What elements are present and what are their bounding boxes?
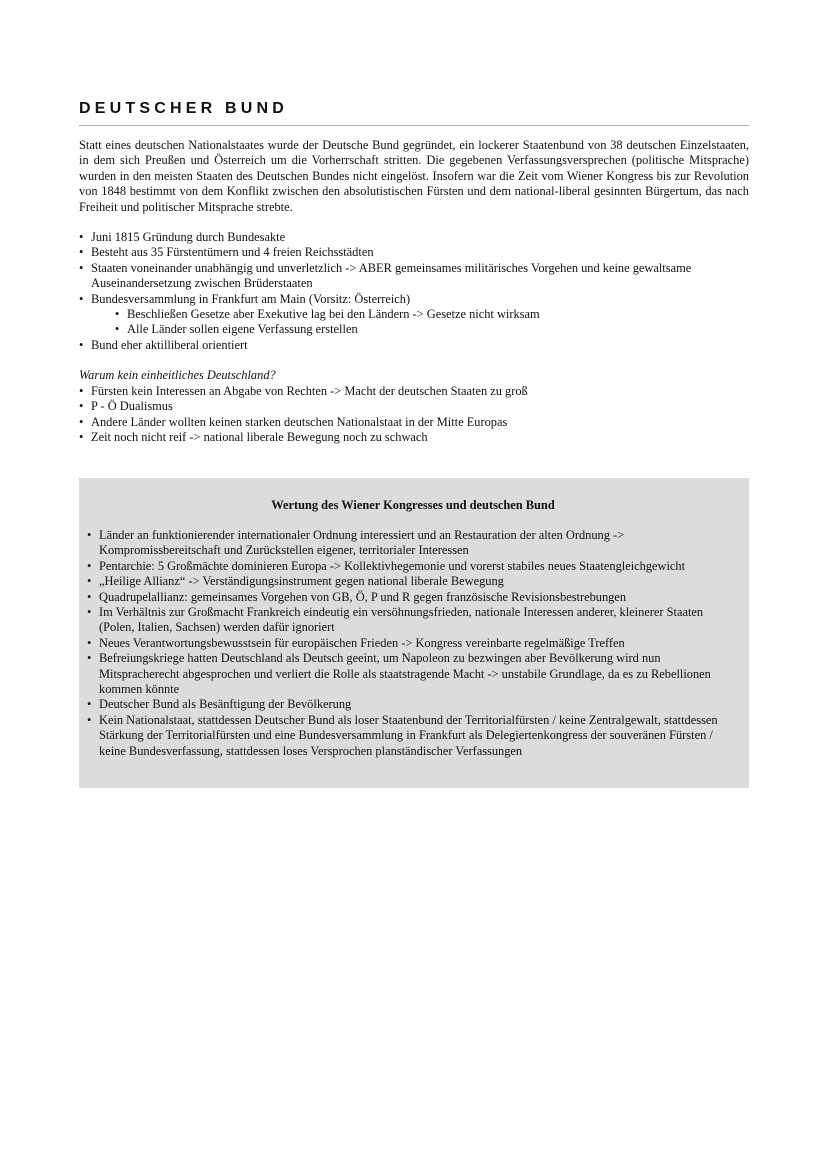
- list-item: [79, 415, 749, 430]
- facts-sublist: [91, 307, 749, 338]
- bullet-icon: •: [79, 399, 84, 414]
- list-item-text: Im Verhältnis zur Großmacht Frankreich eindeutig ein versöhnungsfrieden, nationale Interessen anderer, kleinerer Staaten (Polen, Italien, Sachsen) werden dafür ignoriert: [99, 605, 704, 635]
- list-item: [87, 651, 739, 697]
- list-item: [87, 636, 739, 651]
- list-item: [79, 430, 749, 445]
- list-item-text: Beschließen Gesetze aber Exekutive lag bei den Ländern -> Gesetze nicht wirksam: [127, 307, 540, 322]
- bullet-icon: •: [87, 712, 92, 727]
- bullet-icon: •: [79, 291, 84, 306]
- question-heading: Warum kein einheitliches Deutschland?: [79, 368, 276, 383]
- list-item: [87, 528, 739, 559]
- list-item: [87, 590, 739, 605]
- list-item: [115, 307, 749, 322]
- list-item-text: Andere Länder wollten keinen starken deutschen Nationalstaat in der Mitte Europas: [91, 414, 508, 429]
- bullet-icon: •: [79, 245, 84, 260]
- list-item-text: Pentarchie: 5 Großmächte dominieren Europa -> Kollektivhegemonie und vorerst stabiles neues Staatengleichgewicht: [99, 558, 686, 573]
- bullet-icon: •: [87, 605, 92, 620]
- list-item-text: Fürsten kein Interessen an Abgabe von Rechten -> Macht der deutschen Staaten zu groß: [91, 383, 528, 398]
- list-item: [79, 245, 749, 260]
- list-item-text: Kein Nationalstaat, stattdessen Deutscher Bund als loser Staatenbund der Territorialfürsten / keine Zentralgewalt, stattdessen Stärkung der Territorialfürsten und eine Bundesversammlung in Frankfurt als Delegiertenkongress der souveränen Fürsten / keine Bundesverfassung, stattdessen loses Versprochen planständischer Verfassungen: [99, 712, 718, 758]
- list-item: [87, 574, 739, 589]
- bullet-icon: •: [87, 589, 92, 604]
- list-item-text: Länder an funktionierender internationaler Ordnung interessiert und an Restauration der alten Ordnung -> Kompromissbereitschaft und Zurückstellen eigener, territorialer Interessen: [99, 528, 625, 558]
- list-item: [87, 605, 739, 636]
- list-item: [79, 230, 749, 245]
- reasons-list: [79, 384, 749, 446]
- list-item-text: Alle Länder sollen eigene Verfassung erstellen: [127, 322, 358, 337]
- document-body: [79, 98, 749, 445]
- bullet-icon: •: [79, 414, 84, 429]
- bullet-icon: •: [87, 558, 92, 573]
- list-item-text: Quadrupelallianz: gemeinsames Vorgehen von GB, Ö, P und R gegen französische Revisionsbestrebungen: [99, 589, 627, 604]
- list-item: [79, 384, 749, 399]
- list-item-text: „Heilige Allianz“ -> Verständigungsinstrument gegen national liberale Bewegung: [99, 574, 504, 589]
- list-item-text: Neues Verantwortungsbewusstsein für europäischen Frieden -> Kongress vereinbarte regelmäßige Treffen: [99, 635, 625, 650]
- bullet-icon: •: [79, 337, 84, 352]
- list-item: [87, 559, 739, 574]
- list-item-text: Bund eher aktilliberal orientiert: [91, 337, 248, 352]
- list-item-text: P - Ö Dualismus: [91, 399, 173, 414]
- bullet-icon: •: [87, 528, 92, 542]
- list-item-text: Bundesversammlung in Frankfurt am Main (Vorsitz: Österreich): [91, 291, 411, 306]
- list-item: [79, 261, 749, 292]
- list-item-text: Deutscher Bund als Besänftigung der Bevölkerung: [99, 697, 352, 712]
- list-item: [79, 338, 749, 353]
- page-title: DEUTSCHER BUND: [79, 100, 289, 117]
- title-underline: [79, 125, 749, 126]
- list-item: [115, 322, 749, 337]
- bullet-icon: •: [115, 307, 120, 322]
- list-item-text: Befreiungskriege hatten Deutschland als Deutsch geeint, um Napoleon zu bezwingen aber Bevölkerung wird nun Mitspracherecht abgesprochen und verliert die Rolle als staatstragende Macht -> unstabile Grundlage, da es zu Rebellionen kommen könnte: [99, 651, 711, 697]
- bullet-icon: •: [87, 697, 92, 712]
- intro-paragraph: Statt eines deutschen Nationalstaates wurde der Deutsche Bund gegründet, ein lockerer Staatenbund von 38 deutschen Einzelstaaten, in dem sich Preußen und Österreich um die Vorherrschaft stritten. Die gegebenen Verfassungsversprechen (politische Mitsprache) wurden in den meisten Staaten des Deutschen Bundes nicht eingelöst. Insofern war die Zeit vom Wiener Kongress bis zur Revolution von 1848 bestimmt von dem Konflikt zwischen den absolutistischen Fürsten und dem national-liberal gesinnten Bürgertum, das nach Freiheit und politischer Mitsprache strebte.: [79, 138, 749, 214]
- evaluation-box: [79, 478, 749, 788]
- bullet-icon: •: [87, 574, 92, 589]
- bullet-icon: •: [87, 635, 92, 650]
- list-item-text: Juni 1815 Gründung durch Bundesakte: [91, 230, 286, 245]
- facts-list: [79, 230, 749, 353]
- bullet-icon: •: [87, 651, 92, 666]
- list-item-text: Besteht aus 35 Fürstentümern und 4 freien Reichsstädten: [91, 245, 374, 260]
- evaluation-list: [87, 528, 739, 759]
- list-item: [79, 292, 749, 338]
- evaluation-box-title: Wertung des Wiener Kongresses und deutschen Bund: [271, 498, 555, 512]
- bullet-icon: •: [79, 383, 84, 398]
- bullet-icon: •: [79, 429, 84, 444]
- bullet-icon: •: [115, 322, 120, 337]
- list-item-text: Staaten voneinander unabhängig und unverletzlich -> ABER gemeinsames militärisches Vorgehen und keine gewaltsame Auseinandersetzung zwischen Brüderstaaten: [91, 260, 692, 291]
- list-item-text: Zeit noch nicht reif -> national liberale Bewegung noch zu schwach: [91, 429, 428, 444]
- list-item: [79, 399, 749, 414]
- list-item: [87, 697, 739, 712]
- list-item: [87, 713, 739, 759]
- bullet-icon: •: [79, 260, 84, 275]
- bullet-icon: •: [79, 230, 84, 245]
